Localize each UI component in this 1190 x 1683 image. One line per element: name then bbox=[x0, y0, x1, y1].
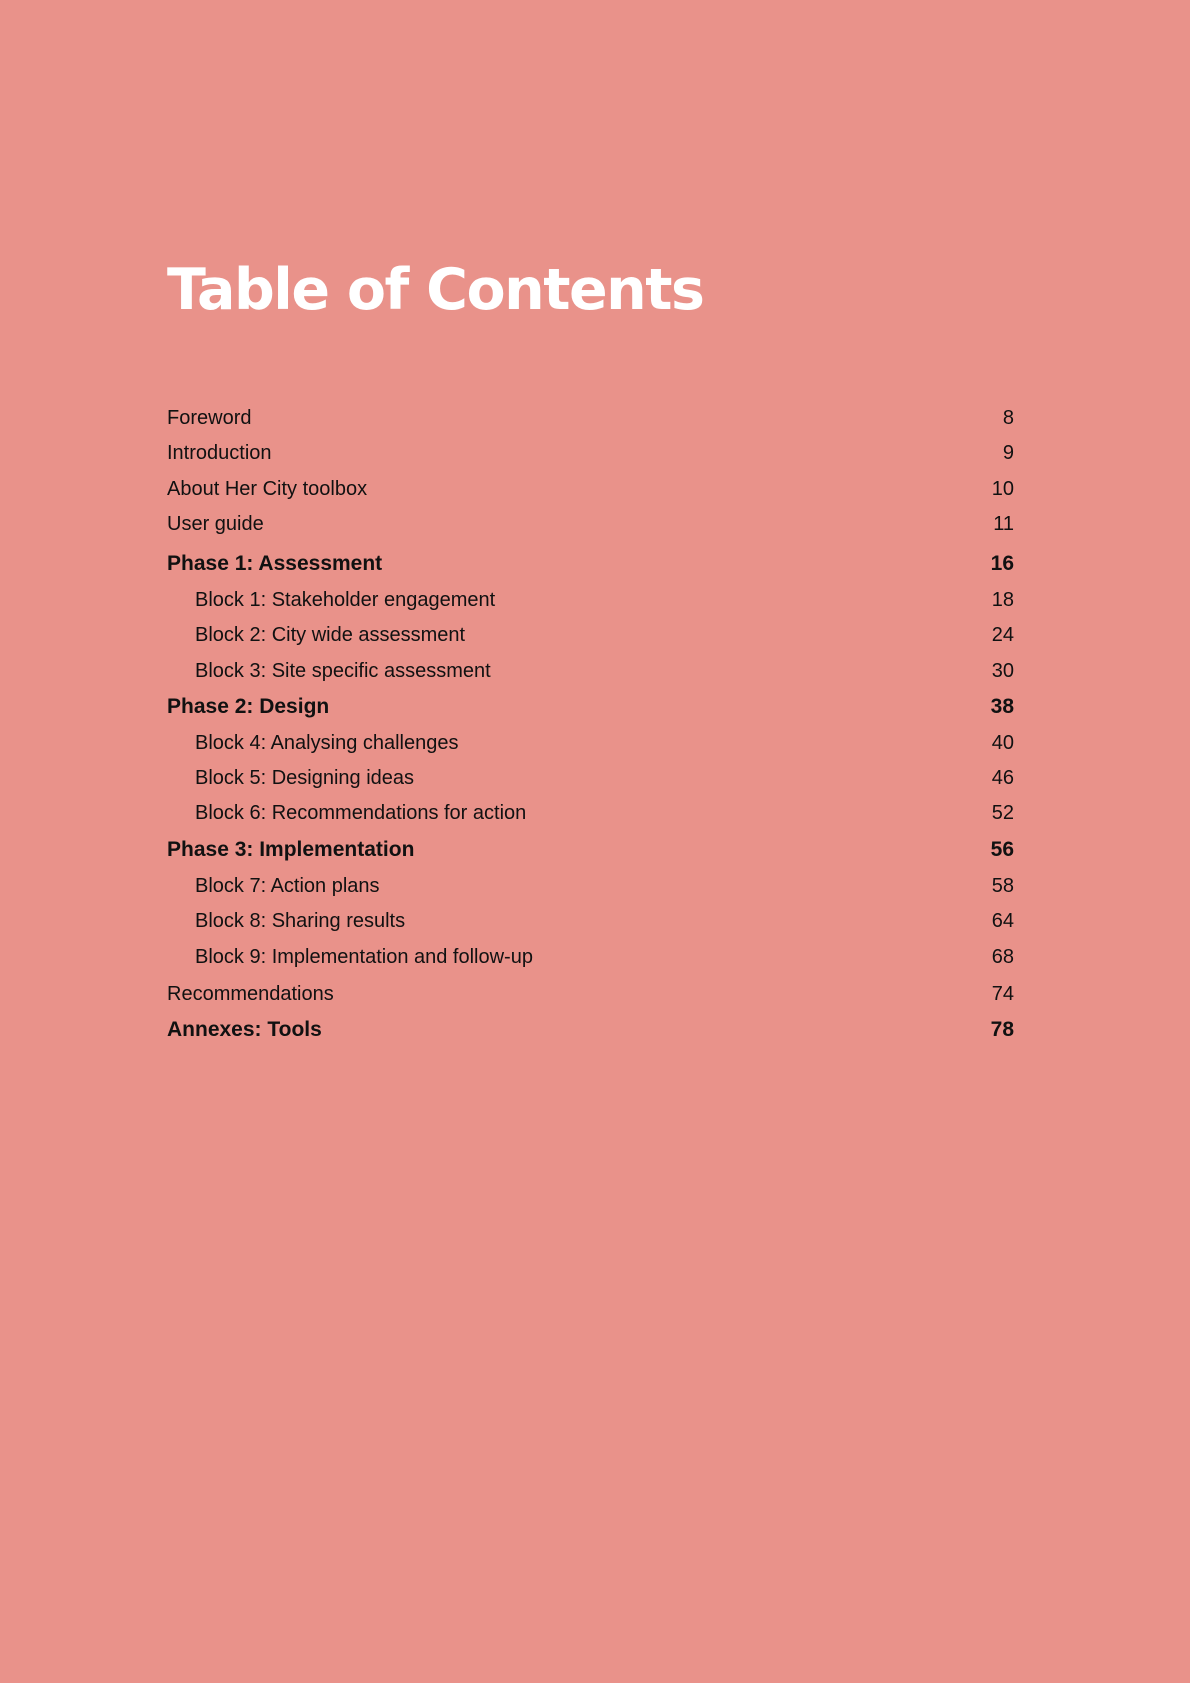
toc-entry-label: Block 2: City wide assessment bbox=[195, 623, 466, 646]
toc-entry-foreword bbox=[167, 403, 1014, 433]
toc-entry-page-number: 58 bbox=[991, 874, 1014, 897]
toc-entry-label: Block 3: Site specific assessment bbox=[195, 659, 491, 682]
toc-entry-recommendations bbox=[167, 979, 1014, 1009]
toc-entry-page-number: 74 bbox=[991, 982, 1014, 1005]
toc-entry-page-number: 9 bbox=[1002, 441, 1014, 464]
toc-entry-introduction bbox=[167, 438, 1014, 468]
toc-entry-label: Recommendations bbox=[167, 982, 334, 1005]
toc-entry-page-number: 64 bbox=[991, 909, 1014, 932]
toc-entry-page-number: 40 bbox=[991, 731, 1014, 754]
toc-entry-label: Foreword bbox=[167, 406, 252, 429]
toc-entry-page-number: 24 bbox=[991, 623, 1014, 646]
toc-entry-page-number: 11 bbox=[993, 512, 1014, 535]
toc-entry-page-number: 16 bbox=[990, 552, 1014, 575]
toc-entry-block-4 bbox=[167, 728, 1014, 758]
toc-entry-page-number: 18 bbox=[991, 588, 1014, 611]
toc-entry-annexes bbox=[167, 1015, 1014, 1045]
toc-entry-label: Block 7: Action plans bbox=[195, 874, 380, 897]
toc-entry-page-number: 52 bbox=[991, 801, 1014, 824]
toc-entry-block-1 bbox=[167, 585, 1014, 615]
toc-entry-page-number: 68 bbox=[991, 945, 1014, 968]
toc-entry-label: Annexes: Tools bbox=[167, 1018, 322, 1041]
toc-entry-user-guide bbox=[167, 509, 1014, 539]
toc-entry-block-2 bbox=[167, 620, 1014, 650]
page-title: Table of Contents bbox=[167, 257, 704, 323]
toc-entry-label: Block 5: Designing ideas bbox=[195, 766, 415, 789]
toc-entry-label: Block 6: Recommendations for action bbox=[195, 801, 527, 824]
toc-entry-label: Phase 1: Assessment bbox=[167, 552, 383, 575]
toc-entry-page-number: 56 bbox=[990, 838, 1014, 861]
toc-entry-page-number: 46 bbox=[991, 766, 1014, 789]
toc-entry-about-toolbox bbox=[167, 474, 1014, 504]
toc-entry-page-number: 10 bbox=[991, 477, 1014, 500]
toc-entry-label: About Her City toolbox bbox=[167, 477, 368, 500]
toc-entry-phase-3 bbox=[167, 835, 1014, 865]
toc-entry-block-8 bbox=[167, 906, 1014, 936]
toc-entry-label: Block 4: Analysing challenges bbox=[195, 731, 459, 754]
toc-entry-block-3 bbox=[167, 656, 1014, 686]
toc-entry-label: Block 1: Stakeholder engagement bbox=[195, 588, 496, 611]
toc-entry-phase-2 bbox=[167, 692, 1014, 722]
toc-entry-page-number: 78 bbox=[990, 1018, 1014, 1041]
toc-entry-label: Phase 3: Implementation bbox=[167, 838, 415, 861]
toc-entry-label: Block 9: Implementation and follow-up bbox=[195, 945, 533, 968]
toc-entry-phase-1 bbox=[167, 549, 1014, 579]
toc-entry-page-number: 30 bbox=[991, 659, 1014, 682]
toc-entry-block-9 bbox=[167, 942, 1014, 972]
toc-entry-label: Phase 2: Design bbox=[167, 695, 330, 718]
toc-entry-block-6 bbox=[167, 798, 1014, 828]
toc-entry-label: Block 8: Sharing results bbox=[195, 909, 406, 932]
toc-entry-block-7 bbox=[167, 871, 1014, 901]
toc-entry-block-5 bbox=[167, 763, 1014, 793]
toc-entry-label: User guide bbox=[167, 512, 264, 535]
toc-entry-page-number: 8 bbox=[1002, 406, 1014, 429]
toc-entry-page-number: 38 bbox=[990, 695, 1014, 718]
toc-entry-label: Introduction bbox=[167, 441, 272, 464]
